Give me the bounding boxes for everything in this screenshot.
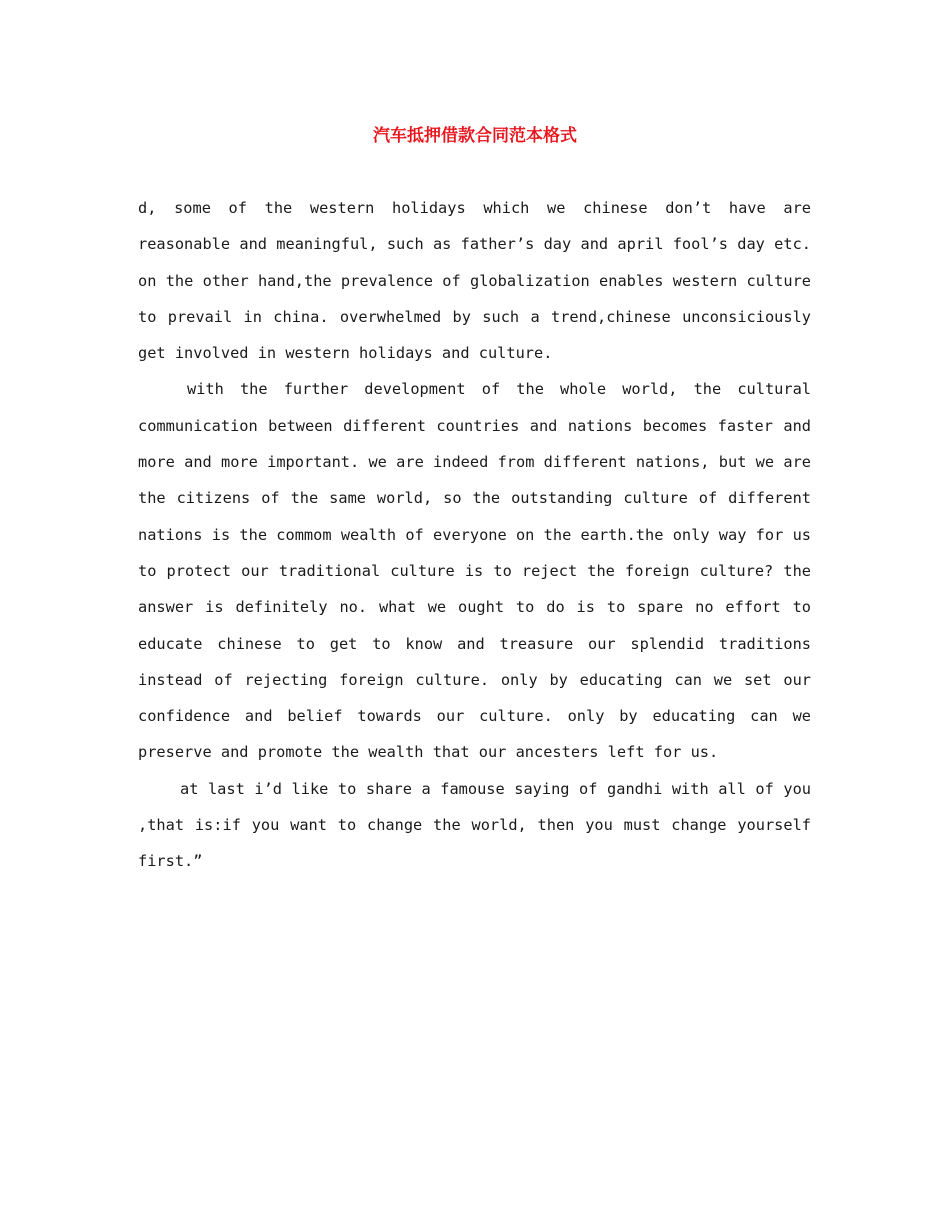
paragraph-2: with the further development of the whole world, the cultural communication between different countries and nations becomes faster and more and more important. we are indeed from different nations, but we are the citizens of the same world, so the outstanding culture of different nations is the commom wealth of everyone on the earth.the only way for us to protect our traditional culture is to reject the foreign culture? the answer is definitely no. what we ought to do is to spare no effort to educate chinese to get to know and treasure our splendid traditions instead of rejecting foreign culture. only by educating can we set our confidence and belief towards our culture. only by educating can we preserve and promote the wealth that our ancesters left for us. bbox=[138, 380, 811, 762]
document-body bbox=[138, 190, 811, 880]
paragraph-1: d, some of the western holidays which we chinese don’t have are reasonable and meaningful, such as father’s day and april fool’s day etc. on the other hand,the prevalence of globalization enables western culture to prevail in china. overwhelmed by such a trend,chinese unconsiciously get involved in western holidays and culture. bbox=[138, 199, 811, 363]
paragraph-3: at last i’d like to share a famouse saying of gandhi with all of you ,that is:if you want to change the world, then you must change yourself first.” bbox=[138, 779, 811, 871]
document-title: 汽车抵押借款合同范本格式 bbox=[373, 126, 577, 146]
